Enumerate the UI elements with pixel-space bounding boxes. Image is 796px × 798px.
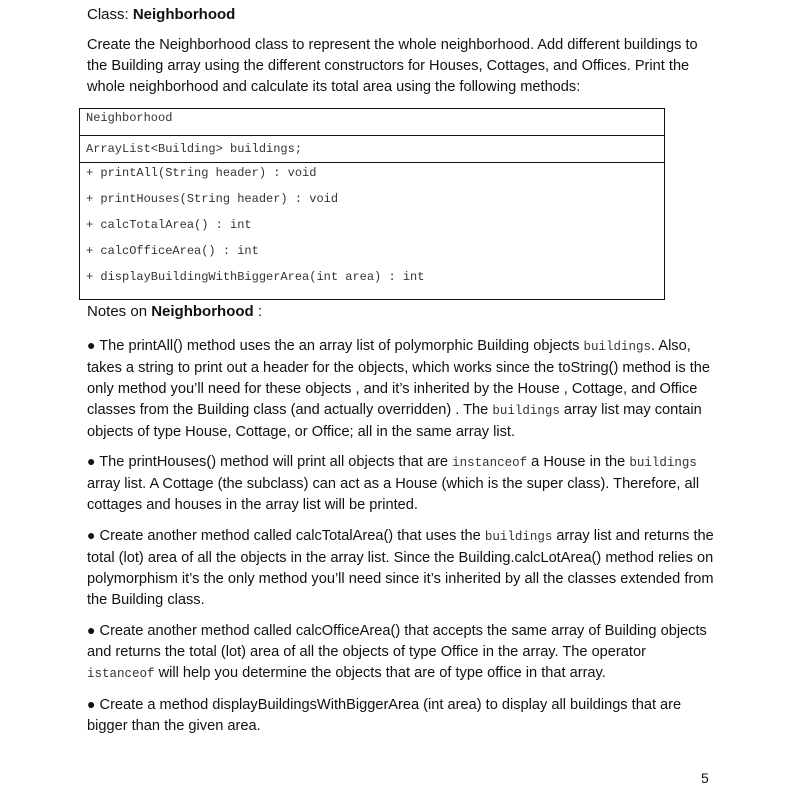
uml-class-diagram — [79, 108, 665, 300]
uml-attribute: ArrayList<Building> buildings; — [80, 136, 664, 163]
note-text: Create another method called calcTotalArea() that uses the — [95, 528, 485, 544]
code-text: istanceof — [87, 667, 155, 681]
note-text: Create a method displayBuildingsWithBiggerArea (int area) to display all buildings that are bigger than the given area. — [87, 697, 682, 734]
uml-method: + printAll(String header) : void — [86, 166, 317, 180]
note-printall — [87, 335, 717, 443]
note-text: array list. A Cottage (the subclass) can act as a House (which is the super class). Therefore, all cottages and houses in the array list will be printed. — [87, 476, 700, 513]
bullet-icon: ● — [87, 453, 96, 469]
uml-class-name: Neighborhood — [80, 109, 664, 136]
note-text: Create another method called calcOfficeArea() that accepts the same array of Building objects and returns the total (lot) area of all the objects of type Office in the array. The operator — [87, 623, 707, 660]
class-heading-prefix: Class: — [87, 6, 133, 23]
page-number: 5 — [701, 770, 709, 786]
note-text: a House in the — [527, 454, 630, 470]
note-text: The printAll() method uses the an array list of polymorphic Building objects — [95, 338, 584, 354]
note-text: . Also, takes a string to print out a header for the objects, which works since the toString() method is the only method you’ll need for these objects , and it’s inherited by the House , Cottage, and Office classes from the Building class (and actually overridden) . The — [87, 338, 710, 418]
notes-heading-prefix: Notes on — [87, 303, 152, 320]
note-text: will help you determine the objects that are of type office in that array. — [154, 665, 606, 681]
code-text: buildings — [484, 530, 553, 544]
note-calctotalarea — [87, 525, 717, 611]
note-text: The printHouses() method will print all objects that are — [95, 454, 453, 470]
code-text: buildings — [629, 456, 697, 470]
notes-heading — [87, 302, 262, 322]
note-text: array list may contain objects of type House, Cottage, or Office; all in the same array list. — [87, 402, 702, 440]
uml-methods — [80, 163, 664, 300]
code-text: instanceof — [452, 456, 528, 470]
uml-method: + printHouses(String header) : void — [86, 192, 339, 206]
uml-method: + calcOfficeArea() : int — [86, 244, 259, 258]
bullet-icon: ● — [87, 622, 96, 638]
uml-method: + calcTotalArea() : int — [86, 218, 252, 232]
notes-heading-suffix: : — [253, 303, 263, 320]
intro-paragraph: Create the Neighborhood class to represent the whole neighborhood. Add different buildings to the Building array using the different constructors for Houses, Cottages, and Offices. Print the whole neighborhood and calculate its total area using the following methods: — [87, 37, 698, 95]
bullet-icon: ● — [87, 337, 96, 353]
note-text: array list and returns the total (lot) area of all the objects in the array list. Since the Building.calcLotArea() method relies on polymorphism it’s the only method you’ll need since it’s inherited by all the classes extended from the Building class. — [87, 528, 714, 608]
bullet-icon: ● — [87, 527, 96, 543]
note-calcofficearea — [87, 620, 717, 685]
class-heading-name: Neighborhood — [132, 6, 236, 23]
code-text: buildings — [583, 340, 652, 354]
note-displaybuildings — [87, 694, 717, 737]
class-heading — [87, 5, 235, 25]
notes-heading-name: Neighborhood — [151, 303, 254, 320]
bullet-icon: ● — [87, 696, 96, 712]
code-text: buildings — [492, 404, 560, 418]
uml-method: + displayBuildingWithBiggerArea(int area) : int — [86, 270, 425, 284]
note-printhouses — [87, 451, 717, 516]
